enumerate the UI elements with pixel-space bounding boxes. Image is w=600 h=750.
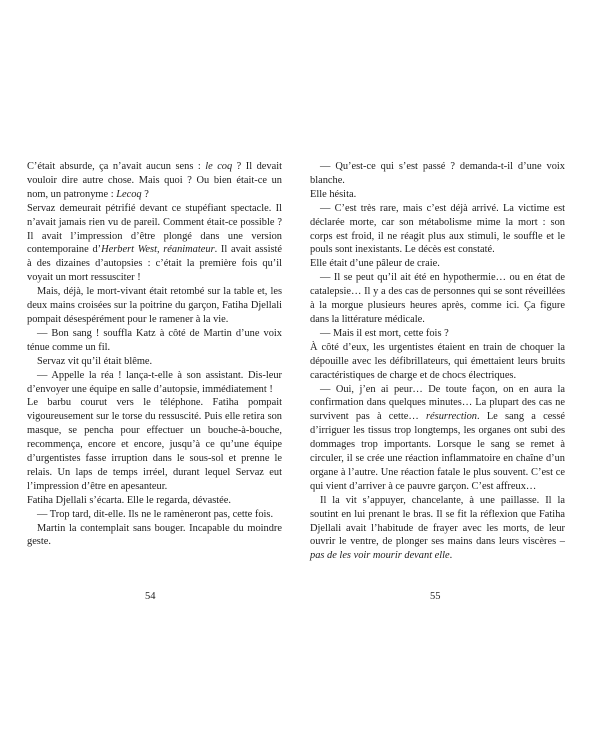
left-text-column: [27, 160, 282, 549]
italic-run: le coq: [205, 161, 233, 172]
paragraph: À côté d’eux, les urgentistes étaient en train de choquer la dépouille avec les défibrillateurs, qui émettaient leurs bruits caractéristiques de charge et de chocs électriques.: [310, 341, 565, 381]
paragraph: — Qu’est-ce qui s’est passé ? demanda-t-il d’une voix blanche.: [310, 161, 565, 186]
italic-run: résurrection: [426, 411, 477, 423]
page-number: 55: [430, 591, 441, 602]
italic-run: Lecoq: [116, 188, 142, 200]
paragraph: — Il se peut qu’il ait été en hypothermie… ou en état de catalepsie… Il y a des cas de personnes qui se sont réveillées à la morgue plusieurs heures après, comme ici. Ça figure dans la littérature médicale.: [310, 272, 565, 325]
paragraph: Il la vit s’appuyer, chancelante, à une paillasse. Il la soutint en lui prenant le bras. Il se fit la réflexion que Fatiha Djellali avait l’habitude de frayer avec les morts, de leur ouvrir le ventre, de plonger ses mains dans leurs viscères – pas de les voir mourir devant elle.: [310, 494, 565, 562]
paragraph: — Oui, j’en ai peur… De toute façon, on en aura la confirmation dans quelques minutes… La plupart des cas ne survivent pas à cette… résurrection. Le sang a cessé d’irriguer les tissus trop longtemps, les organes ont subi des dommages trop importants. Lorsque le sang se remet à circuler, il se crée une réaction inflammatoire en chaîne d’un organe à l’autre. Une réaction fatale le plus souvent. C’est ce qui vient d’arriver à ce pauvre garçon. C’est affreux…: [310, 383, 566, 492]
right-text-column: [310, 160, 565, 563]
paragraph: Martin la contemplait sans bouger. Incapable du moindre geste.: [27, 522, 282, 548]
page-number: 54: [145, 591, 156, 602]
paragraph: — Mais il est mort, cette fois ?: [320, 327, 449, 339]
paragraph: Elle était d’une pâleur de craie.: [310, 258, 440, 270]
paragraph: Elle hésita.: [310, 188, 357, 200]
paragraph: — C’est très rare, mais c’est déjà arrivé. La victime est déclarée morte, car son métabolisme mime la mort : son corps est froid, il ne réagit plus aux stimuli, le souffle et le pouls sont inexistants. Le décès est constaté.: [310, 202, 565, 256]
paragraph: Mais, déjà, le mort-vivant était retombé sur la table et, les deux mains croisées sur la poitrine du garçon, Fatiha Djellali pompait désespérément pour le ramener à la vie.: [27, 286, 282, 325]
paragraph: Fatiha Djellali s’écarta. Elle le regarda, dévastée.: [27, 494, 231, 506]
paragraph: Servaz demeurait pétrifié devant ce stupéfiant spectacle. Il n’avait jamais rien vu de pareil. Comment était-ce possible ? Il avait l’impression d’être plongé dans une version contemporaine d’Herbert West, réanimateur. Il avait assisté à des dizaines d’autopsies : c’était la première fois qu’il voyait un mort ressusciter !: [27, 202, 282, 284]
paragraph: Servaz vit qu’il était blême.: [37, 355, 153, 367]
paragraph: — Bon sang ! souffla Katz à côté de Martin d’une voix ténue comme un fil.: [27, 327, 282, 353]
paragraph: — Appelle la réa ! lança-t-elle à son assistant. Dis-leur d’envoyer une équipe en salle d’autopsie, immédiatement !: [27, 369, 282, 395]
paragraph: C’était absurde, ça n’avait aucun sens : le coq ? Il devait vouloir dire autre chose. Mais quoi ? Ou bien était-ce un nom, un patronyme : Lecoq ?: [27, 161, 282, 200]
italic-run: Herbert West, réanimateur: [101, 244, 215, 256]
italic-run: pas de les voir mourir devant elle: [310, 550, 450, 562]
right-page: [300, 0, 600, 750]
paragraph: Le barbu courut vers le téléphone. Fatiha pompait vigoureusement sur le torse du ressuscité. Puis elle retira son masque, se pencha pour effectuer un bouche-à-bouche, recommença, encore et encore, jusqu’à ce qu’une équipe d’urgentistes fasse irruption dans le sous-sol et prenne le relais. Un laps de temps irréel, durant lequel Servaz eut l’impression d’être en apesanteur.: [27, 397, 282, 492]
paragraph: — Trop tard, dit-elle. Ils ne le ramèneront pas, cette fois.: [37, 508, 274, 520]
